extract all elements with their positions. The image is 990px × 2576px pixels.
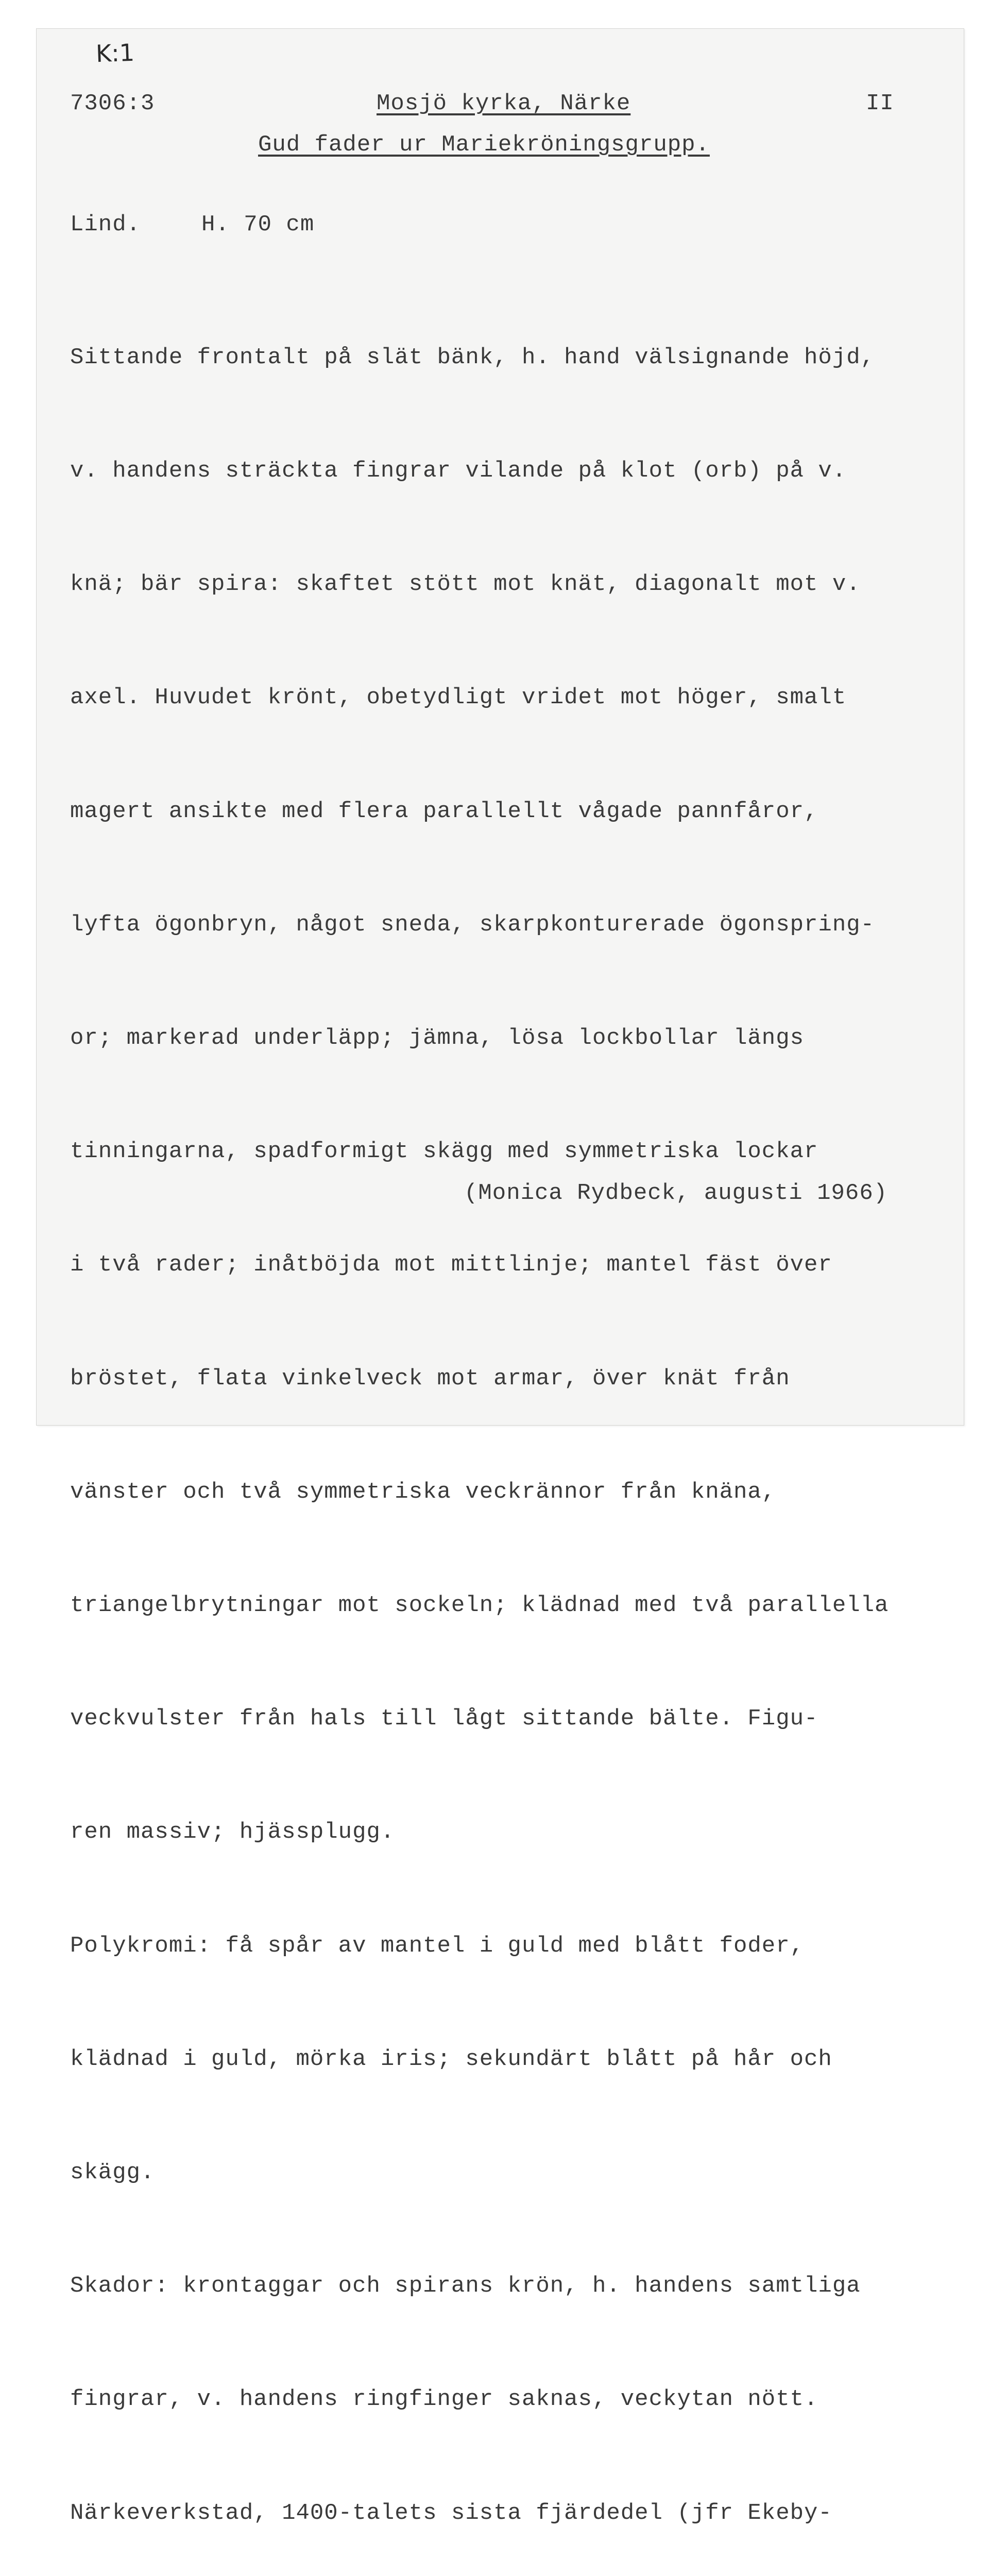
- description-body: [70, 263, 889, 2576]
- description-line: veckvulster från hals till lågt sittande bälte. Figu-: [70, 1706, 818, 1732]
- description-line: i två rader; inåtböjda mot mittlinje; mantel fäst över: [70, 1252, 832, 1278]
- description-line: klädnad i guld, mörka iris; sekundärt blått på hår och: [70, 2046, 832, 2072]
- author-signature: (Monica Rydbeck, augusti 1966): [464, 1180, 888, 1206]
- description-line: Skador: krontaggar och spirans krön, h. handens samtliga: [70, 2273, 861, 2299]
- description-line: Polykromi: få spår av mantel i guld med blått foder,: [70, 1933, 805, 1959]
- description-line: triangelbrytningar mot sockeln; klädnad med två parallella: [70, 1592, 889, 1619]
- description-line: v. handens sträckta fingrar vilande på klot (orb) på v.: [70, 458, 847, 484]
- description-line: axel. Huvudet krönt, obetydligt vridet mot höger, smalt: [70, 685, 847, 711]
- object-height: H. 70 cm: [201, 212, 315, 238]
- description-line: Närkeverkstad, 1400-talets sista fjärdedel (jfr Ekeby-: [70, 2500, 832, 2526]
- description-line: magert ansikte med flera parallellt vågade pannfåror,: [70, 798, 818, 824]
- description-line: tinningarna, spadformigt skägg med symmetriska lockar: [70, 1139, 818, 1165]
- handwritten-code: K:1: [95, 38, 135, 68]
- description-line: vänster och två symmetriska veckrännor från knäna,: [70, 1479, 776, 1505]
- index-card: [36, 28, 964, 2526]
- description-line: skägg.: [70, 2160, 155, 2186]
- inventory-number: 7306:3: [70, 91, 155, 116]
- description-line: or; markerad underläpp; jämna, lösa lockbollar längs: [70, 1025, 805, 1052]
- description-line: knä; bär spira: skaftet stött mot knät, diagonalt mot v.: [70, 571, 861, 598]
- description-line: ren massiv; hjässplugg.: [70, 1819, 395, 1845]
- description-line: fingrar, v. handens ringfinger saknas, veckytan nött.: [70, 2386, 818, 2413]
- object-title: Gud fader ur Mariekröningsgrupp.: [258, 132, 710, 158]
- description-line: bröstet, flata vinkelveck mot armar, över knät från: [70, 1365, 790, 1392]
- material: Lind.: [70, 212, 141, 238]
- location-heading: Mosjö kyrka, Närke: [377, 91, 631, 116]
- description-line: lyfta ögonbryn, något sneda, skarpkonturerade ögonspring-: [70, 911, 875, 938]
- description-line: Sittande frontalt på slät bänk, h. hand välsignande höjd,: [70, 344, 875, 370]
- card-number: II: [866, 91, 894, 116]
